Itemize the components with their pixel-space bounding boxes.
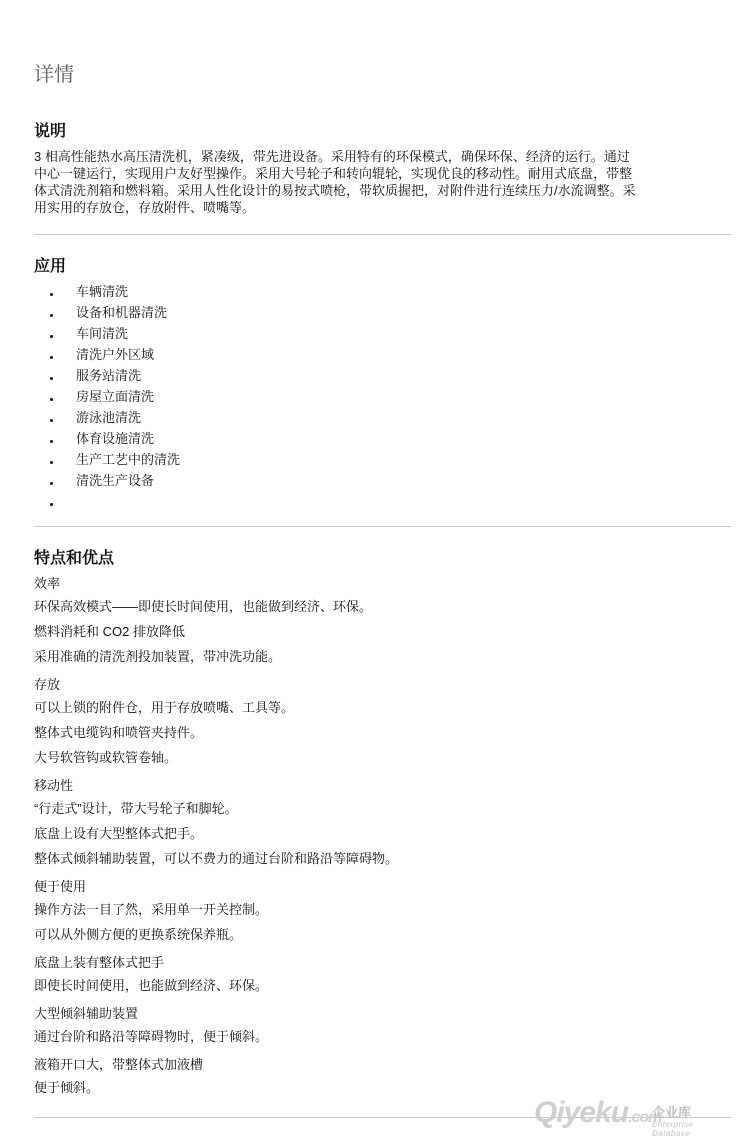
feature-group: [34, 573, 731, 669]
description-heading: 说明: [34, 123, 67, 140]
application-item: [34, 428, 180, 449]
application-label: 服务站清洗: [76, 368, 142, 383]
description-line: 体式清洗剂箱和燃料箱。采用人性化设计的易按式喷枪，带软质握把，对附件进行连续压力/水流调整。采: [34, 183, 636, 198]
description-text: [34, 148, 724, 216]
bullet-icon: [50, 461, 53, 464]
feature-line: 通过台阶和路沿等障碍物时，便于倾斜。: [34, 1029, 269, 1044]
feature-line: 大号软管钩或软管卷轴。: [34, 750, 178, 765]
application-label: 设备和机器清洗: [76, 305, 168, 320]
feature-group-title: 底盘上装有整体式把手: [34, 955, 165, 970]
feature-group: [34, 876, 731, 947]
watermark-logo: [534, 1096, 734, 1136]
description-line: 3 相高性能热水高压清洗机，紧凑级，带先进设备。采用特有的环保模式，确保环保、经济的运行。通过: [34, 149, 630, 164]
features-list: [34, 573, 731, 1105]
applications-list: [34, 281, 180, 512]
feature-group: [34, 952, 731, 998]
feature-group-title: 液箱开口大，带整体式加液槽: [34, 1057, 204, 1072]
feature-line: 整体式倾斜辅助装置，可以不费力的通过台阶和路沿等障碍物。: [34, 851, 399, 866]
feature-group: [34, 775, 731, 871]
feature-line: 环保高效模式——即使长时间使用，也能做到经济、环保。: [34, 599, 373, 614]
application-item: [34, 302, 180, 323]
application-item: [34, 344, 180, 365]
application-label: 清洗生产设备: [76, 473, 155, 488]
feature-line: 采用准确的清洗剂投加装置，带冲洗功能。: [34, 649, 282, 664]
feature-group: [34, 1054, 731, 1100]
description-line: 用实用的存放仓，存放附件、喷嘴等。: [34, 200, 256, 215]
feature-group: [34, 674, 731, 770]
watermark-cn: 企业库: [652, 1105, 692, 1120]
application-label: 房屋立面清洗: [76, 389, 155, 404]
applications-heading: 应用: [34, 258, 67, 275]
feature-group: [34, 1003, 731, 1049]
application-item: [34, 365, 180, 386]
bullet-icon: [50, 503, 53, 506]
application-label: 清洗户外区域: [76, 347, 155, 362]
page-title: 详情: [34, 64, 74, 86]
application-item: [34, 407, 180, 428]
bullet-icon: [50, 377, 53, 380]
bullet-icon: [50, 293, 53, 296]
description-line: 中心一键运行，实现用户友好型操作。采用大号轮子和转向辊轮，实现优良的移动性。耐用式底盘，带整: [34, 166, 633, 181]
bullet-icon: [50, 419, 53, 422]
application-item: [34, 470, 180, 491]
feature-line: 操作方法一目了然，采用单一开关控制。: [34, 902, 269, 917]
section-divider: [34, 526, 731, 527]
application-item: [34, 449, 180, 470]
feature-line: 可以从外侧方便的更换系统保养瓶。: [34, 927, 243, 942]
feature-group-title: 便于使用: [34, 879, 87, 894]
application-item: [34, 281, 180, 302]
section-divider: [34, 234, 731, 235]
watermark-sub: Enterprise Database: [652, 1120, 694, 1138]
bullet-icon: [50, 356, 53, 359]
feature-line: 底盘上设有大型整体式把手。: [34, 826, 204, 841]
application-label: 车间清洗: [76, 326, 129, 341]
application-label: 车辆清洗: [76, 284, 129, 299]
feature-line: 即使长时间使用，也能做到经济、环保。: [34, 978, 269, 993]
features-heading: 特点和优点: [34, 550, 115, 567]
application-label: 生产工艺中的清洗: [76, 452, 181, 467]
application-item: [34, 386, 180, 407]
feature-group-title: 大型倾斜辅助装置: [34, 1006, 139, 1021]
feature-line: 整体式电缆钩和喷管夹持件。: [34, 725, 204, 740]
application-item: [34, 323, 180, 344]
bullet-icon: [50, 398, 53, 401]
feature-group-title: 移动性: [34, 778, 74, 793]
bullet-icon: [50, 314, 53, 317]
feature-line: 燃料消耗和 CO2 排放降低: [34, 624, 185, 639]
bullet-icon: [50, 440, 53, 443]
feature-group-title: 存放: [34, 677, 61, 692]
application-item: [34, 491, 180, 512]
feature-line: 便于倾斜。: [34, 1080, 100, 1095]
feature-group-title: 效率: [34, 576, 61, 591]
feature-line: 可以上锁的附件仓，用于存放喷嘴、工具等。: [34, 700, 295, 715]
bullet-icon: [50, 482, 53, 485]
feature-line: “行走式”设计，带大号轮子和脚轮。: [34, 801, 238, 816]
application-label: 游泳池清洗: [76, 410, 142, 425]
watermark-brand: Qiyeku.com: [534, 1096, 662, 1129]
application-label: 体育设施清洗: [76, 431, 155, 446]
bullet-icon: [50, 335, 53, 338]
